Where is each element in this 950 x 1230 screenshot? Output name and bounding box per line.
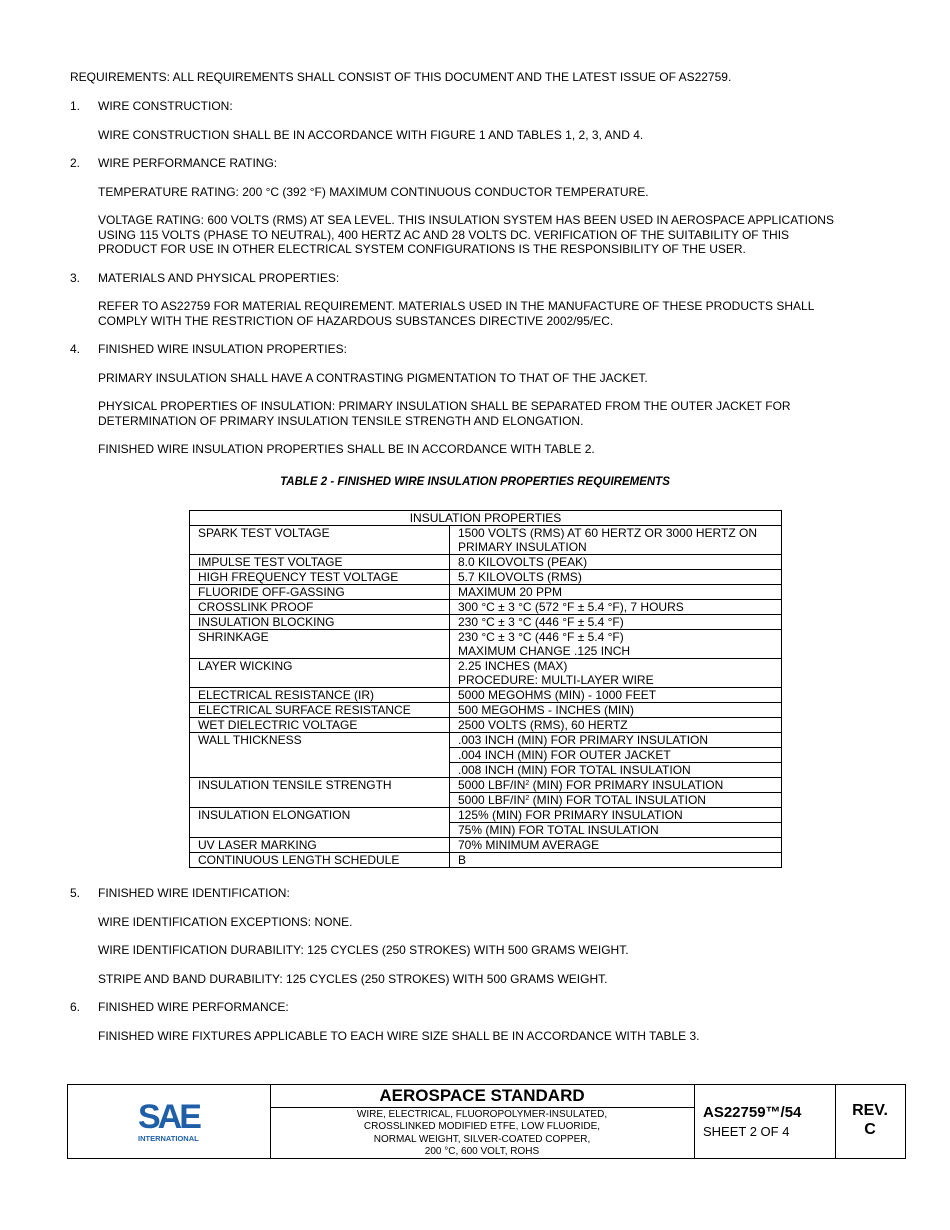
value-cell: 230 °C ± 3 °C (446 °F ± 5.4 °F) xyxy=(450,615,782,630)
value-superscript: 2 xyxy=(525,795,530,802)
property-cell: INSULATION ELONGATION xyxy=(190,808,450,838)
table-row xyxy=(190,659,782,674)
section-paragraph-line: DETERMINATION OF PRIMARY INSULATION TENSILE STRENGTH AND ELONGATION. xyxy=(98,413,584,428)
revision-cell xyxy=(835,1085,905,1158)
value-superscript: 2 xyxy=(525,780,530,787)
section-paragraph: WIRE IDENTIFICATION EXCEPTIONS: NONE. xyxy=(98,915,353,929)
description-line: NORMAL WEIGHT, SILVER-COATED COPPER, xyxy=(373,1133,591,1145)
revision-label: REV. xyxy=(852,1102,888,1119)
value-cell: 125% (MIN) FOR PRIMARY INSULATION xyxy=(450,808,782,823)
value-text: 5000 LBF/IN xyxy=(458,778,526,792)
value-cell: 75% (MIN) FOR TOTAL INSULATION xyxy=(450,823,782,838)
value-cell xyxy=(450,526,782,555)
sheet-number: SHEET 2 OF 4 xyxy=(703,1124,790,1139)
value-cell: 5.7 KILOVOLTS (RMS) xyxy=(450,570,782,585)
sae-logo xyxy=(68,1085,270,1158)
section-number: 2. xyxy=(70,156,81,170)
property-cell: ELECTRICAL SURFACE RESISTANCE xyxy=(190,703,450,718)
section-paragraph: WIRE IDENTIFICATION DURABILITY: 125 CYCLES (250 STROKES) WITH 500 GRAMS WEIGHT. xyxy=(98,943,629,957)
section-paragraph-line: USING 115 VOLTS (PHASE TO NEUTRAL), 400 HERTZ AC AND 28 VOLTS DC. VERIFICATION OF THE SUITABILITY OF THIS xyxy=(98,227,790,242)
property-cell: CONTINUOUS LENGTH SCHEDULE xyxy=(190,853,450,868)
table-caption: TABLE 2 - FINISHED WIRE INSULATION PROPERTIES REQUIREMENTS xyxy=(280,476,670,488)
property-cell: WALL THICKNESS xyxy=(190,733,450,778)
value-cell: 2500 VOLTS (RMS), 60 HERTZ xyxy=(450,718,782,733)
section-heading: MATERIALS AND PHYSICAL PROPERTIES: xyxy=(98,271,340,285)
value-cell: 2.25 INCHES (MAX) xyxy=(450,659,782,674)
value-text: 5000 LBF/IN xyxy=(458,793,526,807)
property-cell: INSULATION TENSILE STRENGTH xyxy=(190,778,450,808)
value-cell: MAXIMUM 20 PPM xyxy=(450,585,782,600)
value-line: PRIMARY INSULATION xyxy=(458,540,587,554)
table-row xyxy=(190,733,782,748)
standard-title: AEROSPACE STANDARD xyxy=(270,1085,694,1108)
section-number: 5. xyxy=(70,886,81,900)
section-paragraph: TEMPERATURE RATING: 200 °C (392 °F) MAXIMUM CONTINUOUS CONDUCTOR TEMPERATURE. xyxy=(98,185,649,199)
property-cell: UV LASER MARKING xyxy=(190,838,450,853)
section-paragraph: PRIMARY INSULATION SHALL HAVE A CONTRASTING PIGMENTATION TO THAT OF THE JACKET. xyxy=(98,371,648,385)
section-paragraph-line: REFER TO AS22759 FOR MATERIAL REQUIREMENT. MATERIALS USED IN THE MANUFACTURE OF THESE PRODUCTS SHALL xyxy=(98,299,815,313)
section-number: 3. xyxy=(70,271,81,285)
value-cell: .004 INCH (MIN) FOR OUTER JACKET xyxy=(450,748,782,763)
value-cell: 230 °C ± 3 °C (446 °F ± 5.4 °F) xyxy=(450,630,782,645)
title-block xyxy=(67,1084,906,1159)
property-cell: INSULATION BLOCKING xyxy=(190,615,450,630)
table-header-row xyxy=(190,511,782,526)
table-row xyxy=(190,570,782,585)
description-line: 200 °C, 600 VOLT, ROHS xyxy=(424,1145,540,1157)
table-row xyxy=(190,853,782,868)
section-number: 1. xyxy=(70,99,81,113)
section-heading: FINISHED WIRE INSULATION PROPERTIES: xyxy=(98,342,347,356)
property-cell: CROSSLINK PROOF xyxy=(190,600,450,615)
intro-paragraph: REQUIREMENTS: ALL REQUIREMENTS SHALL CONSIST OF THIS DOCUMENT AND THE LATEST ISSUE OF AS22759. xyxy=(70,70,732,84)
value-cell: .003 INCH (MIN) FOR PRIMARY INSULATION xyxy=(450,733,782,748)
document-id-cell xyxy=(694,1085,836,1158)
section-paragraph-line: PRODUCT FOR USE IN OTHER ELECTRICAL SYSTEM CONFIGURATIONS IS THE RESPONSIBILITY OF THE USER. xyxy=(98,242,746,256)
property-cell: HIGH FREQUENCY TEST VOLTAGE xyxy=(190,570,450,585)
property-cell: FLUORIDE OFF-GASSING xyxy=(190,585,450,600)
table-row xyxy=(190,630,782,645)
value-cell xyxy=(450,793,782,808)
logo-wordmark: SAE xyxy=(138,1098,199,1136)
value-cell: B xyxy=(450,853,782,868)
section-paragraph-line: PHYSICAL PROPERTIES OF INSULATION: PRIMARY INSULATION SHALL BE SEPARATED FROM THE OUTER JACKET FOR xyxy=(98,399,791,413)
value-cell: MAXIMUM CHANGE .125 INCH xyxy=(450,644,782,659)
value-cell: 300 °C ± 3 °C (572 °F ± 5.4 °F), 7 HOURS xyxy=(450,600,782,615)
value-text: (MIN) FOR TOTAL INSULATION xyxy=(529,793,706,807)
section-heading: WIRE PERFORMANCE RATING: xyxy=(98,156,278,170)
value-cell: 70% MINIMUM AVERAGE xyxy=(450,838,782,853)
table-row xyxy=(190,615,782,630)
value-cell: 5000 MEGOHMS (MIN) - 1000 FEET xyxy=(450,688,782,703)
table-row xyxy=(190,838,782,853)
property-cell: WET DIELECTRIC VOLTAGE xyxy=(190,718,450,733)
section-heading: FINISHED WIRE PERFORMANCE: xyxy=(98,1000,289,1014)
table-row xyxy=(190,600,782,615)
value-cell: 500 MEGOHMS - INCHES (MIN) xyxy=(450,703,782,718)
section-paragraph: STRIPE AND BAND DURABILITY: 125 CYCLES (250 STROKES) WITH 500 GRAMS WEIGHT. xyxy=(98,972,608,986)
value-cell: PROCEDURE: MULTI-LAYER WIRE xyxy=(450,673,782,688)
property-cell: SHRINKAGE xyxy=(190,630,450,659)
logo-cell xyxy=(68,1085,271,1158)
property-cell: IMPULSE TEST VOLTAGE xyxy=(190,555,450,570)
section-paragraph-line: VOLTAGE RATING: 600 VOLTS (RMS) AT SEA LEVEL. THIS INSULATION SYSTEM HAS BEEN USED IN AEROSPACE APPLICATIONS xyxy=(98,213,834,227)
section-paragraph: FINISHED WIRE FIXTURES APPLICABLE TO EACH WIRE SIZE SHALL BE IN ACCORDANCE WITH TABLE 3. xyxy=(98,1029,700,1043)
section-paragraph: WIRE CONSTRUCTION SHALL BE IN ACCORDANCE WITH FIGURE 1 AND TABLES 1, 2, 3, AND 4. xyxy=(98,128,644,142)
revision-value: C xyxy=(864,1121,876,1138)
table-row xyxy=(190,555,782,570)
table-header: INSULATION PROPERTIES xyxy=(190,511,782,526)
description-line: WIRE, ELECTRICAL, FLUOROPOLYMER-INSULATED, xyxy=(356,1109,608,1120)
table-row xyxy=(190,778,782,793)
value-cell xyxy=(450,778,782,793)
section-number: 4. xyxy=(70,342,81,356)
section-heading: FINISHED WIRE IDENTIFICATION: xyxy=(98,886,290,900)
property-cell: SPARK TEST VOLTAGE xyxy=(190,526,450,555)
section-paragraph-line: COMPLY WITH THE RESTRICTION OF HAZARDOUS SUBSTANCES DIRECTIVE 2002/95/EC. xyxy=(98,314,614,328)
standard-description xyxy=(270,1108,694,1158)
document-id: AS22759™/54 xyxy=(703,1104,802,1121)
value-text: (MIN) FOR PRIMARY INSULATION xyxy=(529,778,724,792)
title-cell xyxy=(270,1085,695,1158)
table-row xyxy=(190,703,782,718)
table-row xyxy=(190,526,782,555)
property-cell: ELECTRICAL RESISTANCE (IR) xyxy=(190,688,450,703)
property-cell: LAYER WICKING xyxy=(190,659,450,688)
table-row xyxy=(190,808,782,823)
value-cell: 8.0 KILOVOLTS (PEAK) xyxy=(450,555,782,570)
section-paragraph: FINISHED WIRE INSULATION PROPERTIES SHALL BE IN ACCORDANCE WITH TABLE 2. xyxy=(98,442,595,456)
section-number: 6. xyxy=(70,1000,81,1014)
table-row xyxy=(190,688,782,703)
value-line: 1500 VOLTS (RMS) AT 60 HERTZ OR 3000 HERTZ ON xyxy=(458,526,757,540)
insulation-properties-table xyxy=(189,510,782,868)
table-row xyxy=(190,585,782,600)
description-line: CROSSLINKED MODIFIED ETFE, LOW FLUORIDE, xyxy=(363,1121,601,1133)
value-cell: .008 INCH (MIN) FOR TOTAL INSULATION xyxy=(450,763,782,778)
table-row xyxy=(190,718,782,733)
logo-subtitle: INTERNATIONAL xyxy=(138,1134,199,1143)
section-heading: WIRE CONSTRUCTION: xyxy=(98,99,233,113)
